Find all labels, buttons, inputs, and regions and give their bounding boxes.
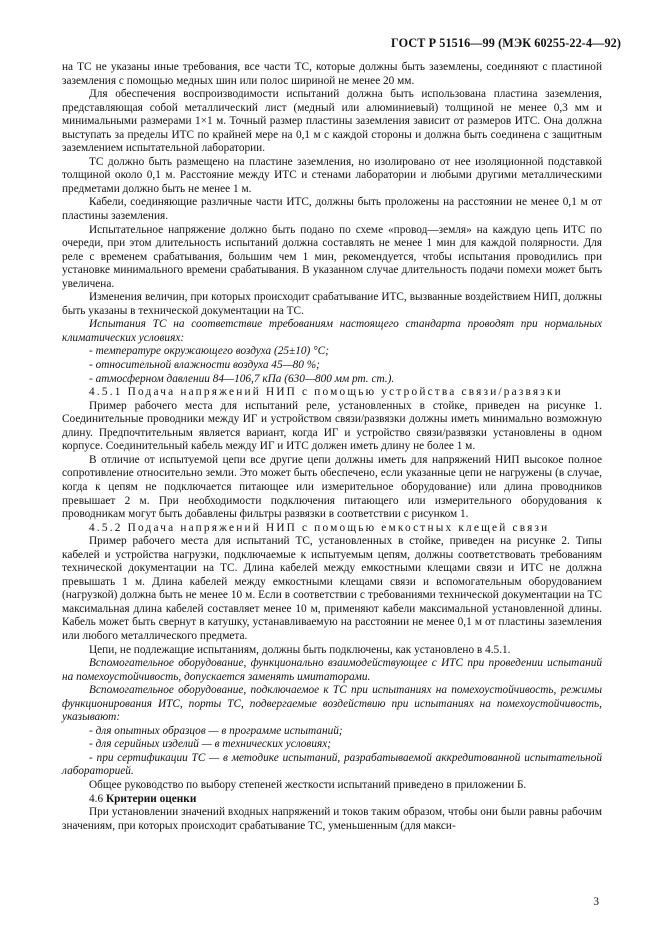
paragraph: В отличие от испытуемой цепи все другие цепи должны иметь для напряжений НИП высокое полное сопротивление относительно земли. Это может быть обеспечено, если указанные цепи не нагружены (в случае, когда к цепям не подключается питающее или измерительное оборудование) или длина проводников превышает 2 м. При необходимости подключения питающего или измерительного оборудования к проводникам могут быть добавлены фильтры развязки в соответствии с рисунком 1. bbox=[62, 453, 602, 521]
page-header: ГОСТ Р 51516—99 (МЭК 60255-22-4—92) bbox=[391, 36, 621, 50]
paragraph: на ТС не указаны иные требования, все части ТС, которые должны быть заземлены, соединяют с пластиной заземления с помощью медных шин или полос шириной не менее 20 мм. bbox=[62, 61, 602, 87]
list-item: - для опытных образцов — в программе испытаний; bbox=[89, 724, 343, 737]
section-title: Критерии оценки bbox=[105, 792, 197, 805]
conditions-intro: Испытания ТС на соответствие требованиям настоящего стандарта проводят при нормальных климатических условиях: bbox=[62, 318, 602, 344]
document-body bbox=[62, 61, 602, 833]
list-item: - относительной влажности воздуха 45—80 %; bbox=[89, 359, 320, 372]
page-number: 3 bbox=[593, 896, 599, 908]
paragraph: ТС должно быть размещено на пластине заземления, но изолировано от нее изоляционной подставкой толщиной около 0,1 м. Расстояние между ИТС и стенами лаборатории и любыми другими металлическими предметами должно быть не менее 1 м. bbox=[62, 155, 602, 195]
paragraph-italic: Вспомогательное оборудование, подключаемое к ТС при испытаниях на помехоустойчивость, режимы функционирования ИТС, порты ТС, подвергаемые воздействию при испытаниях на помехоустойчивость, указывают: bbox=[62, 684, 602, 724]
section-number: 4.6 bbox=[89, 792, 104, 805]
list-item: - температуре окружающего воздуха (25±10) °С; bbox=[89, 345, 329, 358]
paragraph: Изменения величин, при которых происходит срабатывание ИТС, вызванные воздействием НИП, должны быть указаны в технической документации на ТС. bbox=[62, 291, 602, 317]
list-item: - атмосферном давлении 84—106,7 кПа (630—800 мм рт. ст.). bbox=[89, 372, 395, 385]
list-item: - для серийных изделий — в технических условиях; bbox=[89, 738, 332, 751]
paragraph: Пример рабочего места для испытаний реле, установленных в стойке, приведен на рисунке 1. Соединительные проводники между ИГ и устройством связи/развязки должны иметь минимально возможную длину. Предпочтительным является вариант, когда ИГ и устройство связи/развязки установлены в одном корпусе. Соединительный кабель между ИГ и ИТС должен иметь длину не более 1 м. bbox=[62, 399, 602, 453]
list-item: - при сертификации ТС — в методике испытаний, разрабатываемой аккредитованной испытательной лабораторией. bbox=[62, 751, 602, 778]
subsection-heading-4-5-1: 4.5.1 Подача напряжений НИП с помощью устройства связи/развязки bbox=[89, 386, 563, 399]
paragraph-italic: Вспомогательное оборудование, функционально взаимодействующее с ИТС при проведении испытаний на помехоустойчивость, допускается заменять имитаторами. bbox=[62, 657, 602, 683]
subsection-heading-4-5-2: 4.5.2 Подача напряжений НИП с помощью емкостных клещей связи bbox=[89, 521, 550, 534]
paragraph: Испытательное напряжение должно быть подано по схеме «провод—земля» на каждую цепь ИТС по очереди, при этом длительность испытаний должна составлять не менее 1 мин для каждой полярности. Для реле с временем срабатывания, большим чем 1 мин, рекомендуется, чтобы испытания проводились при установке минимального времени срабатывания. В указанном случае длительность подачи помехи может быть увеличена. bbox=[62, 223, 602, 290]
paragraph: При установлении значений входных напряжений и токов таким образом, чтобы они были равны рабочим значениям, при которых происходит срабатывание ТС, уменьшенным (для макси- bbox=[62, 806, 602, 832]
paragraph: Кабели, соединяющие различные части ИТС, должны быть проложены на расстоянии не менее 0,1 м от пластины заземления. bbox=[62, 196, 602, 223]
paragraph: Общее руководство по выбору степеней жесткости испытаний приведено в приложении Б. bbox=[89, 778, 527, 791]
paragraph: Для обеспечения воспроизводимости испытаний должна быть использована пластина заземления, представляющая собой металлический лист (медный или алюминиевый) толщиной не менее 0,3 мм и минимальными размерами 1×1 м. Точный размер пластины заземления зависит от размеров ИТС. Она должна выступать за пределы ИТС по крайней мере на 0,1 м с каждой стороны и должна быть соединена с защитным заземлением испытательной лаборатории. bbox=[62, 88, 602, 155]
section-heading-4-6 bbox=[62, 793, 602, 807]
paragraph: Пример рабочего места для испытаний ТС, установленных в стойке, приведен на рисунке 2. Типы кабелей и устройства нагрузки, подключаемые к испытуемым цепям, должны соответствовать требованиям технической документации на ТС. Длина кабелей между емкостными клещами связи и ИТС не должна превышать 1 м. Длина кабелей между емкостными клещами связи и вспомогательным оборудованием (нагрузкой) должна быть не менее 10 м. Если в соответствии с требованиями технической документации на ТС максимальная длина кабелей составляет менее 10 м, применяют кабели максимальной установленной длины. Кабель может быть свернут в катушку, устанавливаемую на расстоянии не менее 0,1 м от пластины заземления или любого металлического предмета. bbox=[62, 535, 602, 642]
paragraph: Цепи, не подлежащие испытаниям, должны быть подключены, как установлено в 4.5.1. bbox=[89, 643, 511, 656]
